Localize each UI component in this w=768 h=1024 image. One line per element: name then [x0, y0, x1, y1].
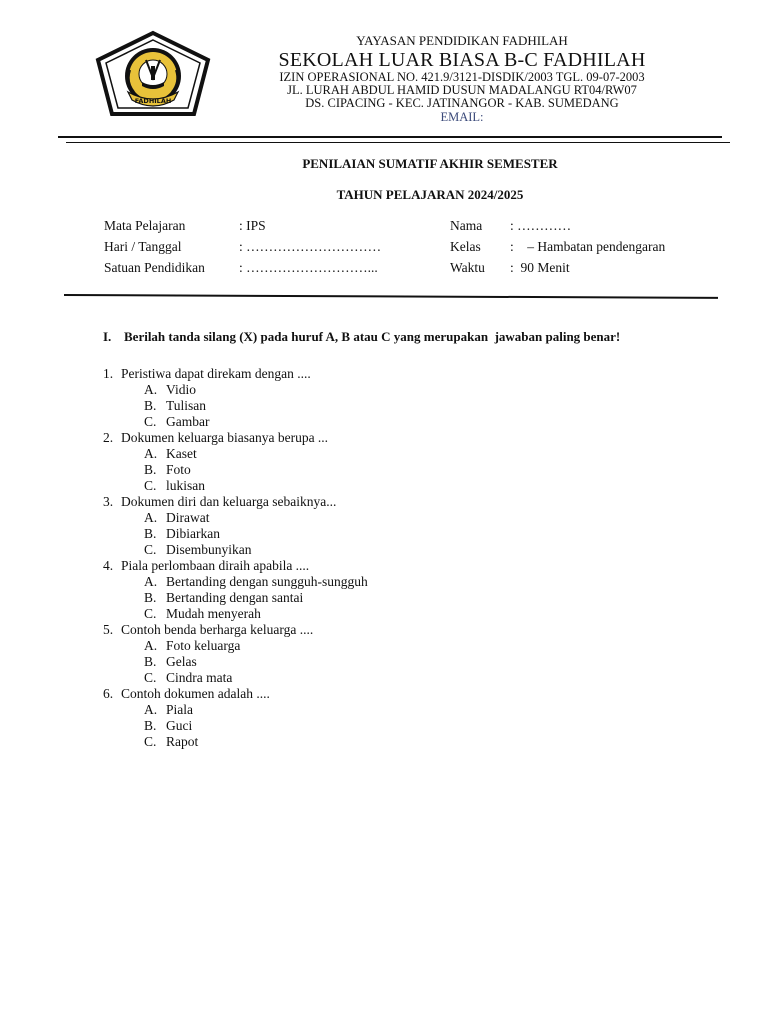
info-label: Mata Pelajaran — [104, 218, 186, 233]
option-letter: B. — [144, 526, 157, 541]
option-letter: A. — [144, 702, 158, 717]
question-3 — [103, 494, 368, 510]
question-1 — [103, 366, 368, 382]
option-6c[interactable] — [103, 734, 368, 750]
option-3a[interactable] — [103, 510, 368, 526]
option-letter: C. — [144, 734, 157, 749]
email-label: EMAIL: — [440, 110, 484, 124]
exam-title: PENILAIAN SUMATIF AKHIR SEMESTER — [302, 156, 558, 171]
option-text: Tulisan — [166, 398, 207, 413]
option-letter: C. — [144, 478, 157, 493]
info-right — [450, 215, 665, 278]
question-list — [103, 366, 368, 750]
option-5b[interactable] — [103, 654, 368, 670]
question-text: Dokumen diri dan keluarga sebaiknya... — [121, 494, 337, 509]
option-2b[interactable] — [103, 462, 368, 478]
question-number: 3. — [103, 494, 114, 509]
question-text: Dokumen keluarga biasanya berupa ... — [121, 430, 329, 445]
option-text: lukisan — [166, 478, 205, 493]
option-letter: A. — [144, 574, 158, 589]
info-row-time — [450, 257, 665, 278]
school-logo-emblem — [94, 30, 212, 118]
option-text: Foto keluarga — [166, 638, 241, 653]
option-text: Gelas — [166, 654, 197, 669]
option-text: Kaset — [166, 446, 197, 461]
question-text: Contoh benda berharga keluarga .... — [121, 622, 314, 637]
info-value: : ………………………… — [239, 239, 382, 254]
option-4c[interactable] — [103, 606, 368, 622]
question-number: 1. — [103, 366, 114, 381]
option-text: Gambar — [166, 414, 210, 429]
question-number: 6. — [103, 686, 114, 701]
letterhead — [240, 32, 684, 124]
option-letter: B. — [144, 718, 157, 733]
question-2 — [103, 430, 368, 446]
option-letter: B. — [144, 654, 157, 669]
section-instruction-text: Berilah tanda silang (X) pada huruf A, B atau C yang merupakan jawaban paling benar! — [124, 329, 621, 344]
option-text: Cindra mata — [166, 670, 233, 685]
info-row-unit — [104, 257, 381, 278]
school-name: SEKOLAH LUAR BIASA B-C FADHILAH — [278, 49, 646, 71]
info-row-name — [450, 215, 665, 236]
letterhead-rule-thick — [58, 136, 722, 138]
option-text: Mudah menyerah — [166, 606, 261, 621]
option-letter: C. — [144, 414, 157, 429]
option-text: Dirawat — [166, 510, 210, 525]
option-1c[interactable] — [103, 414, 368, 430]
option-letter: A. — [144, 446, 158, 461]
section-number: I. — [103, 329, 112, 344]
info-label: Hari / Tanggal — [104, 239, 182, 254]
option-letter: B. — [144, 462, 157, 477]
option-1b[interactable] — [103, 398, 368, 414]
info-row-class — [450, 236, 665, 257]
option-letter: A. — [144, 382, 158, 397]
info-label: Waktu — [450, 260, 485, 275]
question-4 — [103, 558, 368, 574]
question-6 — [103, 686, 368, 702]
info-left — [104, 215, 381, 278]
option-letter: C. — [144, 670, 157, 685]
question-text: Peristiwa dapat direkam dengan .... — [121, 366, 311, 381]
question-number: 4. — [103, 558, 114, 573]
option-text: Rapot — [166, 734, 199, 749]
address-line-1: JL. LURAH ABDUL HAMID DUSUN MADALANGU RT04/RW07 — [287, 83, 637, 97]
option-text: Bertanding dengan santai — [166, 590, 304, 605]
option-4a[interactable] — [103, 574, 368, 590]
info-divider — [64, 294, 718, 299]
option-3c[interactable] — [103, 542, 368, 558]
option-6b[interactable] — [103, 718, 368, 734]
option-6a[interactable] — [103, 702, 368, 718]
info-value: : ………… — [510, 218, 572, 233]
option-letter: B. — [144, 590, 157, 605]
option-5c[interactable] — [103, 670, 368, 686]
info-value: : ………………………... — [239, 260, 378, 275]
option-3b[interactable] — [103, 526, 368, 542]
option-letter: C. — [144, 606, 157, 621]
question-text: Contoh dokumen adalah .... — [121, 686, 270, 701]
info-value: : 90 Menit — [510, 260, 570, 275]
option-5a[interactable] — [103, 638, 368, 654]
info-label: Nama — [450, 218, 483, 233]
option-letter: C. — [144, 542, 157, 557]
option-2a[interactable] — [103, 446, 368, 462]
option-2c[interactable] — [103, 478, 368, 494]
address-line-2: DS. CIPACING - KEC. JATINANGOR - KAB. SUMEDANG — [305, 96, 619, 110]
info-label: Kelas — [450, 239, 481, 254]
option-text: Foto — [166, 462, 191, 477]
permit-line: IZIN OPERASIONAL NO. 421.9/3121-DISDIK/2003 TGL. 09-07-2003 — [279, 70, 645, 84]
option-1a[interactable] — [103, 382, 368, 398]
option-text: Vidio — [166, 382, 196, 397]
question-5 — [103, 622, 368, 638]
question-number: 2. — [103, 430, 114, 445]
foundation-name: YAYASAN PENDIDIKAN FADHILAH — [356, 33, 568, 48]
option-text: Dibiarkan — [166, 526, 220, 541]
option-text: Guci — [166, 718, 193, 733]
option-4b[interactable] — [103, 590, 368, 606]
option-text: Disembunyikan — [166, 542, 252, 557]
option-text: Piala — [166, 702, 193, 717]
question-number: 5. — [103, 622, 114, 637]
letterhead-rule-thin — [66, 142, 730, 143]
info-value: : IPS — [239, 218, 266, 233]
option-letter: A. — [144, 638, 158, 653]
exam-year: TAHUN PELAJARAN 2024/2025 — [336, 187, 524, 202]
section-instruction — [103, 329, 620, 345]
option-letter: B. — [144, 398, 157, 413]
info-label: Satuan Pendidikan — [104, 260, 205, 275]
school-logo — [94, 30, 212, 118]
info-row-subject — [104, 215, 381, 236]
info-value: : – Hambatan pendengaran — [510, 239, 666, 254]
option-letter: A. — [144, 510, 158, 525]
info-row-date — [104, 236, 381, 257]
question-text: Piala perlombaan diraih apabila .... — [121, 558, 310, 573]
option-text: Bertanding dengan sungguh-sungguh — [166, 574, 368, 589]
logo-banner-text: FADHILAH — [134, 97, 172, 105]
